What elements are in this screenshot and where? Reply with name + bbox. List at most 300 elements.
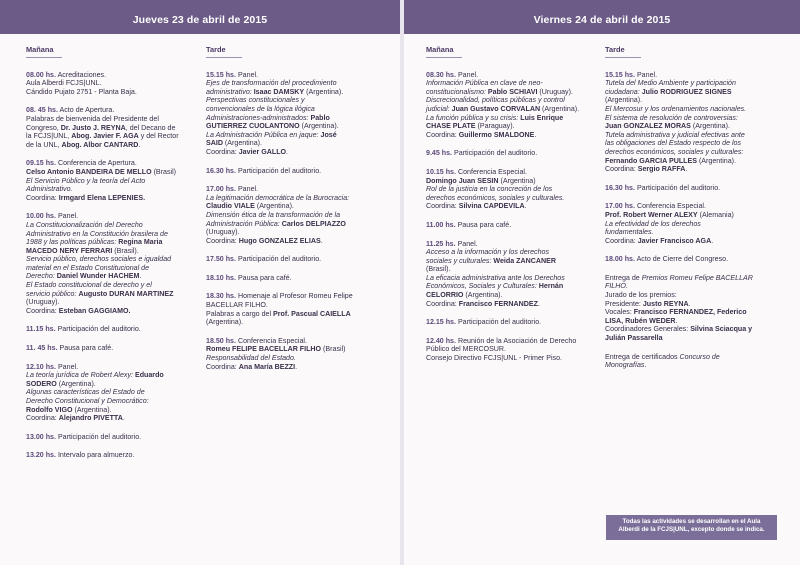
talk-title: Información Pública en clave de neo- [426, 79, 543, 88]
entry-text: (Brasil) [151, 167, 177, 176]
time-label: 18.10 hs. [206, 273, 236, 282]
entry-line [26, 281, 202, 290]
entry-line [605, 131, 781, 140]
time-label: 09.15 hs. [26, 159, 56, 168]
schedule-entry [426, 221, 602, 230]
entry-text: (Argentina) [498, 176, 536, 185]
venue-note-line-2: Alberdi de la FCJS|UNL, excepto donde se indica. [618, 525, 765, 533]
entry-text: Entrega de certificados [605, 352, 680, 361]
entry-text: la FCJS|UNL, [26, 132, 72, 141]
entry-text: Consejo Directivo FCJS|UNL - Primer Piso. [426, 354, 562, 363]
entry-line [26, 221, 202, 230]
entry-text: (Uruguay). [26, 298, 60, 307]
speaker-name: Abog. Javier F. AGA [71, 132, 139, 141]
entry-text: Coordina: [26, 306, 59, 315]
entry-line [26, 238, 202, 247]
venue-note-line-1: Todas las actividades se desarrollan en el Aula [622, 518, 761, 525]
entry-text: (Argentina). [304, 87, 344, 96]
speaker-name: Domingo Juan SESIN [426, 176, 499, 185]
speaker-name: Augusto DURAN MARTINEZ [78, 289, 174, 298]
entry-line [206, 114, 382, 123]
entry-text: Participación del auditorio. [455, 318, 542, 327]
entry-text: (Uruguay). [537, 87, 573, 96]
schedule-entry [26, 451, 202, 460]
talk-title: El Servicio Público y la teoría del Acto [26, 176, 146, 185]
entry-line [605, 148, 781, 157]
entry-text: . [139, 272, 142, 281]
time-label: 08. 45 hs. [26, 106, 58, 115]
speaker-name: Prof. Robert Werner ALEXY [605, 210, 698, 219]
entry-line [426, 274, 602, 283]
entry-text: Pausa para café. [455, 220, 512, 229]
time-label: 10.00 hs. [26, 212, 56, 221]
entry-text: Palabras a cargo del [206, 309, 274, 318]
entry-line [426, 240, 602, 249]
talk-title: La teoría jurídica de Robert Alexy: [26, 371, 135, 380]
entry-text: Coordina: [426, 202, 459, 211]
entry-text: Panel. [55, 212, 79, 221]
schedule-entry [206, 292, 382, 326]
entry-line [605, 96, 781, 105]
speaker-name: Juan GONZALEZ MORAS [605, 122, 691, 131]
talk-title: ciudadana: [605, 87, 642, 96]
entry-text: . [286, 147, 289, 156]
talk-title: Tutela del Medio Ambiente y participación [605, 79, 736, 88]
speaker-name: Celso Antonio BANDEIRA DE MELLO [26, 167, 152, 176]
entry-text: (Argentina). [299, 122, 339, 131]
entry-line [26, 272, 202, 281]
speaker-name: LISA, Rubén WEDER [605, 316, 676, 325]
entry-text: Conferencia de Apertura. [55, 159, 137, 168]
entry-line [26, 115, 202, 124]
talk-title: Administrativo en la Constitución brasilera de [26, 229, 168, 238]
talk-title: Discrecionalidad, políticas públicas y control [426, 96, 565, 105]
entry-line [206, 105, 382, 114]
entry-text: . [675, 316, 678, 325]
entry-text: Participación del auditorio. [634, 183, 721, 192]
entry-line [26, 159, 202, 168]
time-label: 15.15 hs. [206, 70, 236, 79]
entry-line [26, 71, 202, 80]
entry-line [206, 79, 382, 88]
entry-line [605, 308, 781, 317]
entry-text: Coordina: [206, 236, 239, 245]
entry-line [26, 247, 202, 256]
entry-text: (Argentina). [690, 122, 730, 131]
entry-text: . [122, 414, 125, 423]
speaker-name: Juan Gustavo CORVALAN [451, 104, 541, 113]
time-label: 11.25 hs. [426, 239, 456, 248]
speaker-name: Regina Maria [118, 238, 163, 247]
entry-text: . [534, 130, 537, 139]
schedule-entry [26, 433, 202, 442]
entry-text: BACELLAR FILHO. [206, 301, 268, 310]
talk-title: La función pública y su crisis: [426, 113, 521, 122]
speaker-name: Javier GALLO [238, 147, 287, 156]
schedule-entry [605, 255, 781, 264]
speaker-name: Ana María BEZZI [238, 362, 296, 371]
entry-line [605, 184, 781, 193]
talk-title: El Estado constitucional de derecho y el [26, 281, 152, 290]
entry-line [605, 202, 781, 211]
speaker-name: Julián Passarella [605, 334, 663, 343]
speaker-name: Carlos DELPIAZZO [281, 219, 346, 228]
entry-text: Jurado de los premios: [605, 291, 677, 300]
time-label: 12.15 hs. [426, 318, 456, 327]
entry-line [26, 397, 202, 406]
entry-line [605, 211, 781, 220]
entry-line [426, 221, 602, 230]
entry-text: Coordina: [206, 362, 239, 371]
talk-title: Tutela administrativa y judicial efectivas ante [605, 130, 745, 139]
entry-text: (Argentina). [206, 318, 244, 327]
entry-text: Público del MERCOSUR. [426, 345, 507, 354]
talk-title: La legitimación democrática de la Burocracia: [206, 193, 350, 202]
entry-line [426, 71, 602, 80]
entry-text: Palabras de bienvenida del Presidente del [26, 114, 159, 123]
entry-text: Reunión de la Asociación de Derecho [455, 336, 577, 345]
speaker-name: Pablo [310, 113, 330, 122]
speaker-name: Claudio VIALE [206, 202, 255, 211]
time-label: 16.30 hs. [605, 183, 635, 192]
entry-line [26, 185, 202, 194]
column-thursday-afternoon [206, 46, 382, 381]
speaker-name: Silvina CAPDEVILA [458, 202, 525, 211]
entry-line [605, 291, 781, 300]
entry-text: Intervalo para almuerzo. [55, 451, 135, 460]
entry-line [206, 337, 382, 346]
time-label: 17.00 hs. [605, 202, 635, 211]
entry-line [26, 194, 202, 203]
talk-title: Ejes de transformación del procedimiento [206, 79, 337, 88]
speaker-name: Weida ZANCANER [493, 256, 556, 265]
schedule-entry [426, 337, 602, 363]
entry-text: . [685, 165, 688, 174]
schedule-entry [605, 274, 781, 343]
time-label: 12.10 hs. [26, 362, 56, 371]
talk-title: fundamentales. [605, 228, 654, 237]
entry-text: (Argentina). [696, 156, 737, 165]
speaker-name: Daniel Wunder HACHEM [56, 272, 140, 281]
entry-text: . [320, 236, 323, 245]
entry-line [26, 433, 202, 442]
entry-text: Panel. [55, 362, 79, 371]
time-label: 11.15 hs. [26, 325, 56, 334]
entry-line [206, 318, 382, 327]
talk-title: Administrativo. [26, 185, 73, 194]
entry-text: Panel. [235, 70, 259, 79]
schedule-entry [426, 149, 602, 158]
schedule-entry [426, 168, 602, 211]
entry-line [206, 96, 382, 105]
entry-text: Coordina: [426, 299, 459, 308]
entry-text: Acto de Cierre del Congreso. [634, 255, 729, 264]
talk-title: sociales y culturales: [426, 256, 494, 265]
speaker-name: Irmgard Elena LEPENIES. [58, 193, 146, 202]
entry-text: y del Rector [138, 132, 179, 141]
talk-title: convencionales de la lógica ilógica [206, 104, 315, 113]
speaker-name: Hugo GONZALEZ ELIAS [238, 236, 321, 245]
talk-title: Rol de la justicia en la concreción de los [426, 185, 553, 194]
talk-title: Derecho: [26, 272, 57, 281]
time-label: 10.15 hs. [426, 167, 456, 176]
entry-line [605, 220, 781, 229]
entry-line [26, 106, 202, 115]
talk-title: 1988 y las políticas públicas: [26, 238, 119, 247]
speaker-name: Francisco FERNANDEZ [458, 299, 538, 308]
talk-title: servicio público: [26, 289, 79, 298]
entry-line [605, 282, 781, 291]
entry-line [605, 139, 781, 148]
entry-line [426, 354, 602, 363]
talk-title: La Administración Pública en jaque: [206, 130, 321, 139]
schedule-entry [206, 167, 382, 176]
entry-line [426, 265, 602, 274]
entry-text: . [524, 202, 527, 211]
speaker-name: Eduardo [134, 371, 164, 380]
talk-title: las obligaciones del Estado respecto de los [605, 139, 742, 148]
entry-text: Aula Alberdi FCJS|UNL. [26, 79, 102, 88]
entry-line [426, 282, 602, 291]
talk-title: Derecho Constitucional y Democrático: [26, 397, 149, 405]
entry-line [206, 310, 382, 319]
entry-text: Participación del auditorio. [55, 432, 142, 441]
entry-line [426, 291, 602, 300]
entry-line [26, 168, 202, 177]
entry-line [26, 307, 202, 316]
entry-line [26, 88, 202, 97]
entry-text: . [711, 236, 714, 245]
entry-text: (Argentina). [463, 291, 503, 300]
schedule-entry [26, 71, 202, 97]
entry-text: Panel. [455, 70, 479, 79]
entry-text: Panel. [634, 70, 658, 79]
schedule-entry [26, 159, 202, 202]
entry-line [26, 230, 202, 239]
speaker-name: Fernando GARCIA PULLES [605, 156, 697, 165]
entry-line [605, 274, 781, 283]
entry-line [426, 257, 602, 266]
entry-line [206, 202, 382, 211]
entry-line [426, 149, 602, 158]
entry-line [206, 88, 382, 97]
entry-line [206, 167, 382, 176]
entry-text: Congreso, [26, 123, 61, 132]
talk-title: Premios Romeu Felipe BACELLAR [641, 273, 753, 282]
entry-line [26, 388, 202, 397]
column-friday-afternoon [605, 46, 781, 380]
schedule-entry [26, 363, 202, 423]
header-band-thursday [0, 0, 400, 34]
talk-title: Perspectivas constitucionales y [206, 96, 305, 105]
day-title-thursday: Jueves 23 de abril de 2015 [132, 14, 268, 26]
speaker-name: Pablo SCHIAVI [487, 87, 538, 96]
talk-title: derechos económicos, sociales y culturales. [426, 193, 565, 202]
talk-title: Monografías [605, 361, 645, 370]
speaker-name: José [320, 130, 337, 139]
talk-title: derechos económicos, sociales y culturales: [605, 147, 744, 156]
entry-line [426, 79, 602, 88]
speaker-name: CELORRIO [426, 291, 464, 300]
entry-text: Acreditaciones. [55, 70, 107, 79]
entry-line [426, 194, 602, 203]
time-label: 11.00 hs. [426, 220, 456, 229]
entry-text: . [295, 362, 298, 371]
schedule-entry [605, 71, 781, 174]
time-label: 17.00 hs. [206, 185, 236, 194]
entry-line [206, 185, 382, 194]
entry-line [426, 105, 602, 114]
entry-text: Vocales: [605, 308, 634, 317]
time-label: 9.45 hs. [426, 149, 453, 158]
entry-text: Participación del auditorio. [235, 166, 322, 175]
entry-line [206, 139, 382, 148]
entry-text: Acto de Apertura. [57, 106, 115, 115]
speaker-name: CHASE PLATE [426, 122, 476, 131]
entry-line [605, 114, 781, 123]
speaker-name: Hernán [538, 282, 564, 291]
entry-text: (Argentina). [222, 139, 262, 148]
entry-line [426, 337, 602, 346]
entry-line [206, 237, 382, 246]
entry-text: Conferencia Especial. [455, 167, 527, 176]
entry-line [26, 290, 202, 299]
entry-text: , del Decano de [125, 123, 176, 132]
talk-title: Responsabilidad del Estado. [206, 354, 296, 363]
entry-text: (Alemania) [697, 210, 734, 219]
speaker-name: SAID [206, 139, 223, 148]
entry-line [426, 96, 602, 105]
time-label: 18.30 hs. [206, 292, 236, 301]
entry-text: Conferencia Especial. [235, 336, 307, 345]
column-friday-morning [426, 46, 602, 373]
header-band-friday [404, 0, 800, 34]
entry-text: Coordina: [426, 130, 459, 139]
entry-line [206, 131, 382, 140]
time-label: 17.50 hs. [206, 255, 236, 264]
entry-line [206, 354, 382, 363]
entry-line [26, 414, 202, 423]
entry-line [605, 157, 781, 166]
time-label: 18.00 hs. [605, 255, 635, 264]
entry-line [206, 255, 382, 264]
entry-text: Coordina: [605, 165, 638, 174]
talk-title: Administración Pública: [206, 219, 282, 228]
entry-text: Presidente: [605, 299, 643, 308]
entry-text: Participación del auditorio. [452, 149, 538, 158]
entry-line [206, 194, 382, 203]
section-heading: Mañana [426, 46, 602, 58]
speaker-name: Alejandro PIVETTA [58, 414, 123, 423]
entry-text: Coordinadores Generales: [605, 325, 691, 334]
entry-line [426, 131, 602, 140]
schedule-entry [426, 71, 602, 140]
entry-line [605, 325, 781, 334]
speaker-name: Romeu FELIPE BACELLAR FILHO [206, 345, 322, 354]
entry-line [26, 212, 202, 221]
entry-line [206, 71, 382, 80]
entry-line [426, 122, 602, 131]
schedule-entry [26, 325, 202, 334]
speaker-name: Luis Enrique [520, 113, 564, 122]
entry-line [605, 353, 781, 362]
speaker-name: Julio RODRIGUEZ SIGNES [641, 87, 732, 96]
entry-text: Panel. [455, 239, 478, 248]
entry-text: Cándido Pujato 2751 - Planta Baja. [26, 87, 137, 96]
entry-line [605, 334, 781, 343]
speaker-name: Justo REYNA [642, 299, 689, 308]
speaker-name: Sergio RAFFA [637, 165, 686, 174]
entry-text: Entrega de [605, 273, 642, 282]
schedule-entry [605, 353, 781, 370]
time-label: 11. 45 hs. [26, 344, 58, 353]
entry-text: Participación del auditorio. [55, 325, 141, 334]
entry-text: . [644, 361, 647, 370]
speaker-name: GUTIERREZ CUOLANTONO [206, 122, 300, 131]
entry-line [605, 79, 781, 88]
schedule-entry [206, 255, 382, 264]
schedule-entry [426, 240, 602, 309]
entry-line [426, 88, 602, 97]
schedule-entry [206, 337, 382, 371]
entry-line [426, 318, 602, 327]
talk-title: Algunas características del Estado de [26, 388, 145, 397]
entry-line [26, 177, 202, 186]
entry-line [605, 317, 781, 326]
time-label: 13.20 hs. [26, 451, 56, 460]
talk-title: administrativo: [206, 87, 254, 96]
entry-line [605, 71, 781, 80]
time-label: 16.30 hs. [206, 166, 236, 175]
entry-text: (Argentina). [540, 104, 580, 113]
entry-text: Conferencia Especial. [634, 202, 706, 211]
talk-title: material en el Estado Constitucional de [26, 263, 150, 272]
entry-line [26, 124, 202, 133]
entry-line [26, 141, 202, 150]
entry-line [605, 228, 781, 237]
entry-line [426, 177, 602, 186]
talk-title: El sistema de resolución de controversias: [605, 113, 738, 122]
talk-title: Económicos, Sociales y Culturales: [426, 282, 539, 291]
schedule-entry [426, 318, 602, 327]
talk-title: Acceso a la información y los derechos [426, 248, 550, 257]
entry-line [605, 122, 781, 131]
talk-title: judicial: [426, 104, 452, 113]
speaker-name: Guillermo SMALDONE [458, 130, 535, 139]
entry-text: (Brasil). [112, 246, 139, 255]
entry-line [26, 264, 202, 273]
speaker-name: Esteban GAGGIAMO. [58, 306, 131, 315]
entry-line [605, 165, 781, 174]
talk-title: Servicio público, derechos sociales e igualdad [26, 255, 172, 264]
entry-line [426, 345, 602, 354]
day-title-friday: Viernes 24 de abril de 2015 [533, 14, 671, 26]
entry-text: Pausa para café. [57, 344, 114, 353]
schedule-entry [605, 202, 781, 245]
entry-line [426, 168, 602, 177]
talk-title: FILHO. [605, 282, 628, 291]
entry-line [206, 363, 382, 372]
entry-line [206, 122, 382, 131]
entry-text: Coordina: [26, 193, 59, 202]
entry-text: Coordina: [605, 236, 638, 245]
entry-text: (Brasil). [426, 265, 451, 274]
speaker-name: Francisco FERNANDEZ, Federico [633, 308, 747, 317]
entry-text: (Argentina). [254, 202, 294, 211]
entry-text: Participación del auditorio. [235, 255, 322, 264]
schedule-entry [206, 274, 382, 283]
entry-text: . [688, 299, 691, 308]
